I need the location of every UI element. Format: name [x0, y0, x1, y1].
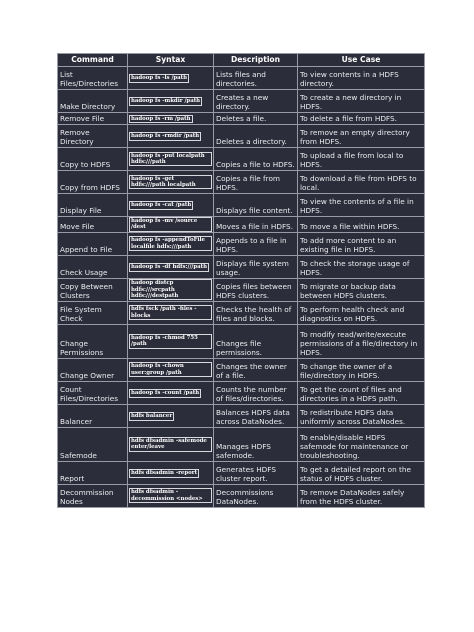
command-cell: Make Directory: [58, 90, 128, 113]
syntax-cell: [128, 484, 214, 507]
use-case-cell: To view the contents of a file in HDFS.: [298, 194, 425, 217]
syntax-cell: [128, 232, 214, 255]
table-row: [58, 125, 425, 148]
header-syntax: Syntax: [128, 54, 214, 67]
table-row: [58, 113, 425, 125]
syntax-cell: [128, 148, 214, 171]
table-row: [58, 301, 425, 324]
command-cell: Remove File: [58, 113, 128, 125]
syntax-code: hadoop distcp hdfs:///srcpath hdfs:///destpath: [129, 279, 212, 300]
table-row: [58, 90, 425, 113]
syntax-cell: [128, 171, 214, 194]
description-cell: Balances HDFS data across DataNodes.: [214, 404, 298, 427]
description-cell: Manages HDFS safemode.: [214, 427, 298, 461]
syntax-code: hdfs balancer: [131, 413, 173, 420]
command-cell: Copy to HDFS: [58, 148, 128, 171]
command-cell: Append to File: [58, 232, 128, 255]
use-case-cell: To enable/disable HDFS safemode for maintenance or troubleshooting.: [298, 427, 425, 461]
command-cell: Copy from HDFS: [58, 171, 128, 194]
command-cell: Report: [58, 461, 128, 484]
syntax-code: hadoop fs -df hdfs:///path: [131, 264, 208, 271]
use-case-cell: To change the owner of a file/directory in HDFS.: [298, 358, 425, 381]
syntax-cell: [128, 404, 214, 427]
table-row: [58, 232, 425, 255]
table-row: [58, 381, 425, 404]
use-case-cell: To upload a file from local to HDFS.: [298, 148, 425, 171]
description-cell: Copies files between HDFS clusters.: [214, 278, 298, 301]
description-cell: Deletes a file.: [214, 113, 298, 125]
syntax-cell: [128, 427, 214, 461]
description-cell: Changes the owner of a file.: [214, 358, 298, 381]
table-row: [58, 255, 425, 278]
syntax-cell: [128, 217, 214, 233]
syntax-cell: [128, 278, 214, 301]
syntax-code: hadoop fs -rm /path: [131, 115, 191, 122]
hdfs-commands-table: [57, 53, 425, 508]
table-row: [58, 67, 425, 90]
use-case-cell: To get a detailed report on the status of HDFS cluster.: [298, 461, 425, 484]
table-row: [58, 278, 425, 301]
description-cell: Displays file content.: [214, 194, 298, 217]
syntax-code: hdfs dfsadmin -report: [131, 470, 198, 477]
syntax-code: hadoop fs -count /path: [131, 390, 200, 397]
use-case-cell: To add more content to an existing file in HDFS.: [298, 232, 425, 255]
table-row: [58, 358, 425, 381]
use-case-cell: To download a file from HDFS to local.: [298, 171, 425, 194]
table-row: [58, 171, 425, 194]
description-cell: Lists files and directories.: [214, 67, 298, 90]
use-case-cell: To move a file within HDFS.: [298, 217, 425, 233]
description-cell: Checks the health of files and blocks.: [214, 301, 298, 324]
syntax-code: hadoop fs -rmdir /path: [131, 133, 200, 140]
use-case-cell: To view contents in a HDFS directory.: [298, 67, 425, 90]
description-cell: Deletes a directory.: [214, 125, 298, 148]
use-case-cell: To remove DataNodes safely from the HDFS cluster.: [298, 484, 425, 507]
table-row: [58, 217, 425, 233]
syntax-cell: [128, 67, 214, 90]
syntax-code: hdfs fsck /path -files -blocks: [129, 305, 212, 320]
description-cell: Copies a file from HDFS.: [214, 171, 298, 194]
use-case-cell: To perform health check and diagnostics on HDFS.: [298, 301, 425, 324]
use-case-cell: To create a new directory in HDFS.: [298, 90, 425, 113]
description-cell: Moves a file in HDFS.: [214, 217, 298, 233]
table-row: [58, 461, 425, 484]
command-cell: Balancer: [58, 404, 128, 427]
description-cell: Decommissions DataNodes.: [214, 484, 298, 507]
command-cell: Move File: [58, 217, 128, 233]
use-case-cell: To redistribute HDFS data uniformly across DataNodes.: [298, 404, 425, 427]
syntax-cell: [128, 194, 214, 217]
table-row: [58, 404, 425, 427]
use-case-cell: To get the count of files and directories in a HDFS path.: [298, 381, 425, 404]
syntax-cell: [128, 113, 214, 125]
description-cell: Counts the number of files/directories.: [214, 381, 298, 404]
description-cell: Appends to a file in HDFS.: [214, 232, 298, 255]
syntax-code: hadoop fs -get hdfs:///path localpath: [129, 175, 212, 190]
syntax-cell: [128, 324, 214, 358]
syntax-cell: [128, 358, 214, 381]
syntax-code: hadoop fs -mv /source /dest: [129, 217, 212, 232]
syntax-cell: [128, 381, 214, 404]
syntax-code: hdfs dfsadmin -safemode enter/leave: [129, 437, 212, 452]
description-cell: Generates HDFS cluster report.: [214, 461, 298, 484]
syntax-code: hadoop fs -ls /path: [131, 75, 188, 82]
syntax-code: hadoop fs -appendToFile localfile hdfs:///path: [129, 236, 212, 251]
syntax-code: hdfs dfsadmin -decommission <nodes>: [129, 488, 212, 503]
header-description: Description: [214, 54, 298, 67]
description-cell: Copies a file to HDFS.: [214, 148, 298, 171]
command-cell: Decommission Nodes: [58, 484, 128, 507]
command-cell: Display File: [58, 194, 128, 217]
syntax-cell: [128, 461, 214, 484]
table-header-row: [58, 54, 425, 67]
command-cell: List Files/Directories: [58, 67, 128, 90]
syntax-cell: [128, 255, 214, 278]
table-row: [58, 324, 425, 358]
use-case-cell: To remove an empty directory from HDFS.: [298, 125, 425, 148]
syntax-cell: [128, 301, 214, 324]
command-cell: Change Owner: [58, 358, 128, 381]
table-row: [58, 194, 425, 217]
table-row: [58, 484, 425, 507]
description-cell: Changes file permissions.: [214, 324, 298, 358]
command-cell: Copy Between Clusters: [58, 278, 128, 301]
use-case-cell: To delete a file from HDFS.: [298, 113, 425, 125]
description-cell: Displays file system usage.: [214, 255, 298, 278]
syntax-cell: [128, 90, 214, 113]
header-use-case: Use Case: [298, 54, 425, 67]
command-cell: Count Files/Directories: [58, 381, 128, 404]
header-command: Command: [58, 54, 128, 67]
command-cell: Safemode: [58, 427, 128, 461]
description-cell: Creates a new directory.: [214, 90, 298, 113]
table-row: [58, 148, 425, 171]
syntax-code: hadoop fs -chown user:group /path: [129, 362, 212, 377]
command-cell: Change Permissions: [58, 324, 128, 358]
command-cell: File System Check: [58, 301, 128, 324]
command-cell: Check Usage: [58, 255, 128, 278]
syntax-code: hadoop fs -mkdir /path: [131, 98, 201, 105]
hdfs-commands-table-container: [57, 53, 424, 508]
syntax-code: hadoop fs -chmod 755 /path: [129, 334, 212, 349]
syntax-cell: [128, 125, 214, 148]
use-case-cell: To modify read/write/execute permissions of a file/directory in HDFS.: [298, 324, 425, 358]
syntax-code: hadoop fs -cat /path: [131, 202, 192, 209]
command-cell: Remove Directory: [58, 125, 128, 148]
use-case-cell: To check the storage usage of HDFS.: [298, 255, 425, 278]
syntax-code: hadoop fs -put localpath hdfs:///path: [129, 152, 212, 167]
table-row: [58, 427, 425, 461]
use-case-cell: To migrate or backup data between HDFS clusters.: [298, 278, 425, 301]
